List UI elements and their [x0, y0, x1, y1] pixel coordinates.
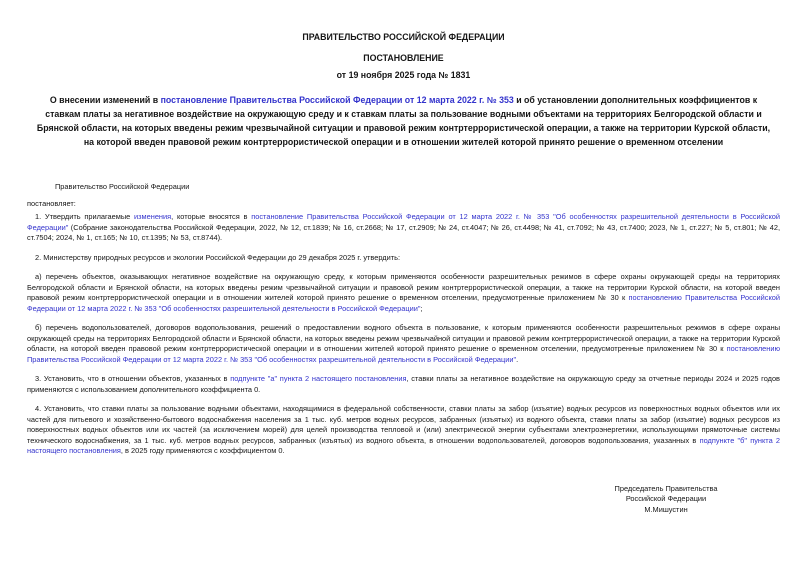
text-segment: а) перечень объектов, оказывающих негативное воздействие на окружающую среду, к которым применяются особенности разрешительных режимов в сфере охраны окружающей среды на территориях Белгородской области и Брянской области, на которых введены режим чрезвычайной ситуации и правовой режим контртеррористической операции, а также на территории Курской области, на которой введен правовой режим контртеррористической операции и в отношении жителей которой принято решение о временном отселении, предусмотренные приложением № 30 к [27, 272, 780, 302]
header-org: ПРАВИТЕЛЬСТВО РОССИЙСКОЙ ФЕДЕРАЦИИ [302, 32, 505, 42]
text-segment: 2. Министерству природных ресурсов и экологии Российской Федерации до 29 декабря 2025 г. утвердить: [35, 252, 401, 262]
document-link[interactable]: постановлению Правительства Российской Федерации от 12 марта 2022 г. № 353 "Об особенностях разрешительной деятельности в Российской Федерации" [27, 293, 780, 313]
document-link[interactable]: постановлению Правительства Российской Федерации от 12 марта 2022 г. № 353 "Об особенностях разрешительной деятельности в Российской Федерации" [27, 344, 780, 364]
text-segment: . [516, 354, 519, 364]
document-link[interactable]: подпункте "б" пункта 2 настоящего постановления [27, 435, 781, 455]
signature-position: Председатель Правительства [614, 483, 718, 493]
preamble: Правительство Российской Федерации [55, 182, 190, 191]
body-paragraph-1 [27, 212, 780, 244]
document-link[interactable]: изменения [134, 212, 172, 221]
text-segment: 4. Установить, что ставки платы за пользование водными объектами, находящимися в федеральной собственности, ставки платы за забор (изъятие) водных ресурсов из поверхностных водных объектов или их частей для питьевого и хозяйственно-бытового водоснабжения населения за 1 тыс. куб. метров водных ресурсов, забранных (изъятых) из водного объекта, ставки платы за забор (изъятие) водных ресурсов из поверхностных водных объектов или их частей (за исключением морей) для целей производства тепловой и (или) электрической энергии субъектами электроэнергетики, использующими прямоточные системы технического водоснабжения, за 1 тыс. куб. метров водных ресурсов, забранных (изъятых) из водного объекта, в отношении водопользователей, договоров водопользования, указанных в [27, 404, 780, 445]
signature-block [566, 484, 766, 516]
document-link[interactable]: постановление Правительства Российской Федерации от 12 марта 2022 г. № 353 "Об особенностях разрешительной деятельности в Российской Федерации" [27, 212, 781, 232]
header-doc-type: ПОСТАНОВЛЕНИЕ [363, 53, 444, 63]
body-paragraph-2 [27, 253, 780, 264]
document-title [27, 93, 780, 149]
signature-name: М.Мишустин [644, 504, 688, 514]
text-segment: 1. Утвердить прилагаемые [35, 212, 135, 221]
resolution-lead: постановляет: [27, 198, 76, 208]
body-paragraph-3 [27, 374, 780, 395]
text-segment: ; [420, 303, 423, 313]
signature-org: Российской Федерации [625, 494, 707, 503]
text-segment: О внесении изменений в [49, 95, 161, 105]
text-segment: 3. Установить, что в отношении объектов, указанных в [35, 374, 231, 383]
text-segment: (Собрание законодательства Российской Федерации, 2022, № 12, ст.1839; № 16, ст.2668; № 17, ст.2909; № 24, ст.4047; № 26, ст.4498; № 41, ст.7092; № 43, ст.7400; 2023, № 1, ст.227; № 5, ст.801; № 42, ст.7504; 2024, № 1, ст.165; № 10, ст.1395; № 53, ст.8744). [27, 222, 780, 242]
header-date-number: от 19 ноября 2025 года № 1831 [336, 70, 471, 80]
text-segment: , которые вносятся в [171, 212, 252, 221]
document-header [27, 33, 780, 80]
text-segment: , ставки платы за негативное воздействие на окружающую среду за отчетные периоды 2024 и 2025 годов применяются с использованием дополнительного коэффициента 0. [27, 374, 780, 394]
body-paragraph-2b [27, 323, 780, 365]
text-segment: б) перечень водопользователей, договоров водопользования, решений о предоставлении водного объекта в пользование, к которым применяются особенности разрешительных режимов в сфере охраны окружающей среды на территориях Белгородской области и Брянской области, на которых введены режим чрезвычайной ситуации и правовой режим контртеррористической операции, а также на территории Курской области, на которой введен правовой режим контртеррористической операции и в отношении жителей которой принято решение о временном отселении, предусмотренные приложением № 30 к [27, 323, 780, 353]
document-link[interactable]: постановление Правительства Российской Федерации от 12 марта 2022 г. № 353 [160, 95, 514, 105]
body-paragraph-4 [27, 404, 780, 457]
text-segment: , в 2025 году применяются с коэффициентом 0. [120, 446, 285, 455]
text-segment: и об установлении дополнительных коэффициентов к ставкам платы за негативное воздействие на окружающую среду и к ставкам платы за пользование водными объектами на территориях Белгородской области и Брянской области, на которых введены режим чрезвычайной ситуации и правовой режим контртеррористической операции, а также на территории Курской области, на которой введен правовой режим контртеррористической операции и в отношении жителей которой принято решение о временном отселении [36, 95, 771, 147]
body-paragraph-2a [27, 272, 780, 314]
document-link[interactable]: подпункте "а" пункта 2 настоящего постановления [230, 374, 407, 383]
